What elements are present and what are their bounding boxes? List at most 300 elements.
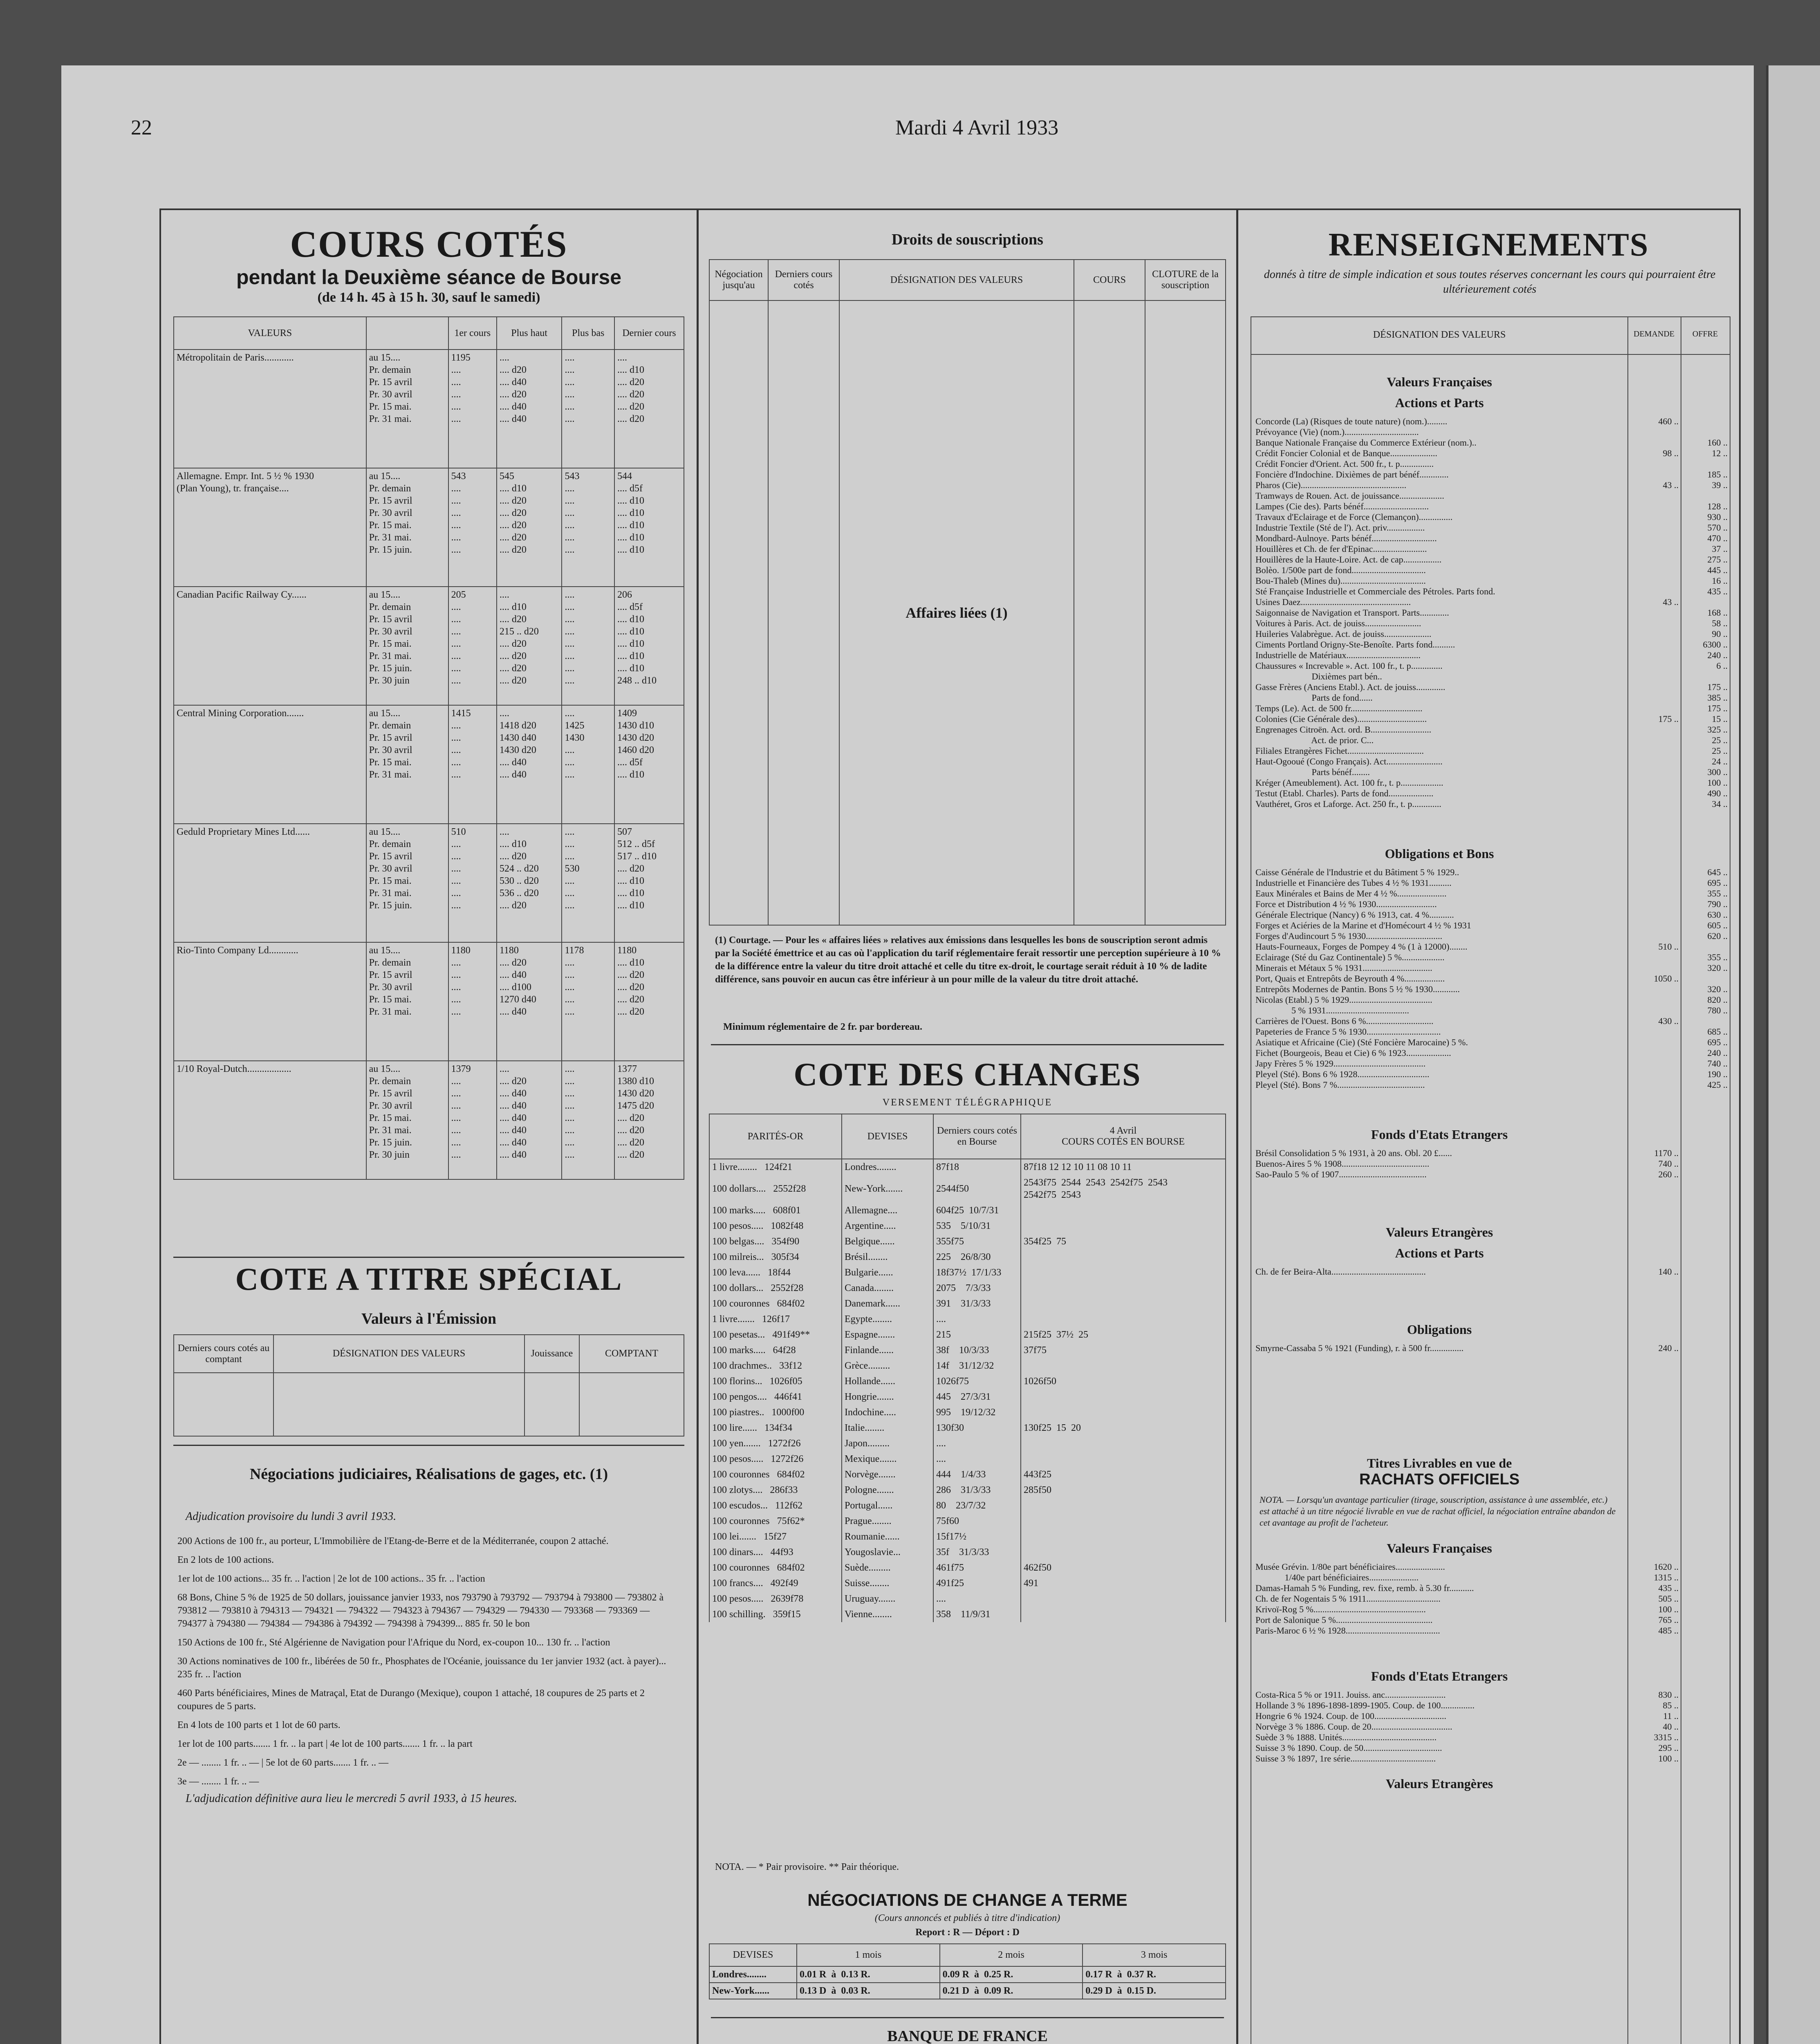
item-name: Banque Nationale Française du Commerce Extérieur (nom.).. — [1255, 437, 1477, 448]
list-item — [1251, 1343, 1730, 1354]
changes-rows — [709, 1159, 1226, 1622]
item-name: Suisse 3 % 1890. Coup. de 50................................... — [1255, 1743, 1442, 1753]
item-name: Entrepôts Modernes de Pantin. Bons 5 ½ % 1930............ — [1255, 984, 1460, 994]
item-name: Hongrie 6 % 1924. Coup. de 100................................ — [1255, 1711, 1446, 1721]
item-demande: 435 .. — [1658, 1583, 1679, 1593]
item-demande: 1620 .. — [1654, 1562, 1679, 1572]
item-name: Forges d'Audincourt 5 % 1930.................................. — [1255, 931, 1442, 941]
item-name: Ch. de fer Beira-Alta.......................................... — [1255, 1266, 1426, 1277]
cell-dc: 35f 31/3/33 — [933, 1544, 1021, 1560]
list-item — [1251, 1615, 1730, 1625]
item-demande: 175 .. — [1658, 714, 1679, 724]
col-designation-valeurs: DÉSIGNATION DES VALEURS — [273, 1335, 524, 1373]
cell-c — [1021, 1513, 1226, 1529]
cell-c1: 510 .... .... .... .... .... .... — [448, 824, 497, 942]
list-item — [1251, 522, 1730, 533]
cell-c1: 1415 .... .... .... .... .... — [448, 705, 497, 824]
item-demande: 140 .. — [1658, 1266, 1679, 1277]
list-item — [1251, 618, 1730, 629]
list-item — [1251, 448, 1730, 459]
table-row — [709, 1311, 1226, 1327]
cell-c: 491 — [1021, 1576, 1226, 1591]
item-name: Parts de fond...... — [1255, 693, 1373, 703]
cell-dc: 87f18 — [933, 1159, 1021, 1175]
negociation-line: 2e — ........ 1 fr. .. — | 5e lot de 60 parts....... 1 fr. .. — — [177, 1757, 389, 1768]
col-derniers-cotes: Derniers cours cotés — [768, 260, 839, 300]
table-row — [174, 942, 684, 1061]
item-name: Ch. de fer Nogentais 5 % 1911................................. — [1255, 1594, 1441, 1604]
cell-c — [1021, 1296, 1226, 1311]
item-offre: 240 .. — [1707, 1048, 1728, 1058]
cell-d: Belgique...... — [842, 1234, 933, 1249]
item-name: Parts bénéf........ — [1255, 767, 1370, 777]
item-name: Voitures à Paris. Act. de jouiss......................... — [1255, 618, 1421, 628]
cours-cotes-hours: (de 14 h. 45 à 15 h. 30, sauf le samedi) — [317, 290, 540, 305]
page-number: 22 — [131, 116, 152, 139]
item-name: Nicolas (Etabl.) 5 % 1929..................................... — [1255, 995, 1432, 1005]
list-item — [1251, 1037, 1730, 1048]
cell-d: Canada........ — [842, 1280, 933, 1296]
item-offre: 37 .. — [1712, 544, 1728, 554]
item-demande: 460 .. — [1658, 416, 1679, 426]
table-row — [709, 1327, 1226, 1342]
list-item — [1251, 661, 1730, 671]
cell-p: 100 pesos..... 2639f78 — [709, 1591, 842, 1607]
list-item — [1251, 1016, 1730, 1026]
item-name: Forges et Aciéries de la Marine et d'Homécourt 4 ½ % 1931 — [1255, 920, 1471, 930]
cell-c1: 1379 .... .... .... .... .... .... .... — [448, 1061, 497, 1179]
col-2-mois: 2 mois — [940, 1944, 1083, 1966]
item-name: Engrenages Citroën. Act. ord. B........................... — [1255, 724, 1432, 735]
col-devises-terme: DEVISES — [709, 1944, 797, 1966]
cell-c — [1021, 1498, 1226, 1513]
item-offre: 685 .. — [1707, 1026, 1728, 1037]
col-derniers-comptant: Derniers cours cotés au comptant — [174, 1335, 273, 1373]
negociation-line: 1er lot de 100 parts....... 1 fr. .. la part | 4e lot de 100 parts....... 1 fr. .. la part — [177, 1739, 473, 1749]
cell-c — [1021, 1311, 1226, 1327]
cell-c3: .... .... .... .... .... .... .... .... — [562, 1061, 614, 1179]
item-demande: 1050 .. — [1654, 973, 1679, 984]
list-item — [1251, 639, 1730, 650]
item-demande: 1170 .. — [1654, 1148, 1679, 1158]
cell-p: 1 livre........ 124f21 — [709, 1159, 842, 1175]
item-name: Buenos-Aires 5 % 1908....................................... — [1255, 1159, 1430, 1169]
cell-d: Brésil........ — [842, 1249, 933, 1265]
page-date: Mardi 4 Avril 1933 — [895, 116, 1059, 139]
cell-p: 100 pesos..... 1082f48 — [709, 1218, 842, 1234]
report-deport: Report : R — Déport : D — [915, 1927, 1020, 1938]
list-item — [1251, 512, 1730, 522]
list-item — [1251, 963, 1730, 973]
item-name: Houillères de la Haute-Loire. Act. de cap................. — [1255, 554, 1442, 565]
item-demande: 485 .. — [1658, 1625, 1679, 1636]
cell-c — [1021, 1591, 1226, 1607]
item-name: Sté Française Industrielle et Commerciale des Pétroles. Parts fond. — [1255, 586, 1495, 596]
cell-p: 100 yen....... 1272f26 — [709, 1436, 842, 1451]
item-demande: 430 .. — [1658, 1016, 1679, 1026]
item-offre: 445 .. — [1707, 565, 1728, 575]
table-row — [709, 1203, 1226, 1218]
col-jouissance: Jouissance — [524, 1335, 579, 1373]
col-1er-cours: 1er cours — [448, 317, 497, 350]
item-name: Caisse Générale de l'Industrie et du Bâtiment 5 % 1929.. — [1255, 867, 1459, 877]
item-demande: 830 .. — [1658, 1690, 1679, 1700]
list-item — [1251, 1026, 1730, 1037]
cell-m3: 0.17 R à 0.37 R. — [1083, 1966, 1226, 1983]
cell-c: 37f75 — [1021, 1342, 1226, 1358]
cell-c1: 1195 .... .... .... .... .... — [448, 350, 497, 468]
item-offre: 325 .. — [1707, 724, 1728, 735]
cell-p: 100 dinars.... 44f93 — [709, 1544, 842, 1560]
list-item — [1251, 533, 1730, 544]
negociations-judiciaires-title: Négociations judiciaires, Réalisations de gages, etc. (1) — [249, 1466, 608, 1483]
item-name: Pleyel (Sté). Bons 6 % 1928................................ — [1255, 1069, 1430, 1079]
rachats-nota: NOTA. — Lorsqu'un avantage particulier (tirage, souscription, assistance à une assemblée, etc.) est attaché à un titre négocié livrable en vue de rachat officiel, la négociation entraîne abandon de cet avantage au profit de l'acheteur. — [1260, 1495, 1616, 1528]
cell-c2: .... .... d10 .... d20 524 .. d20 530 .. d20 536 .. d20 .... d20 — [497, 824, 562, 942]
item-name: Temps (Le). Act. de 500 fr................................ — [1255, 703, 1423, 713]
table-row — [709, 1249, 1226, 1265]
negociation-line: 1er lot de 100 actions... 35 fr. .. l'action | 2e lot de 100 actions.. 35 fr. .. l'action — [177, 1573, 485, 1584]
table-row — [709, 1498, 1226, 1513]
cell-c3: .... .... .... .... .... .... — [562, 350, 614, 468]
item-demande: 100 .. — [1658, 1753, 1679, 1764]
cell-p: 100 dollars.... 2552f28 — [709, 1175, 842, 1203]
table-row — [709, 1482, 1226, 1498]
cell-p: 100 florins... 1026f05 — [709, 1374, 842, 1389]
item-name: Travaux d'Eclairage et de Force (Clemançon)............... — [1255, 512, 1453, 522]
section-heading: Valeurs Françaises — [1387, 1541, 1492, 1555]
list-item — [1251, 724, 1730, 735]
table-row — [709, 1513, 1226, 1529]
cell-terms: au 15.... Pr. demain Pr. 15 avril Pr. 30 avril Pr. 15 mai. Pr. 31 mai. Pr. 15 juin. — [366, 468, 448, 587]
list-item — [1251, 1266, 1730, 1277]
cell-c — [1021, 1451, 1226, 1467]
list-item — [1251, 1058, 1730, 1069]
cell-dc: .... — [933, 1436, 1021, 1451]
cell-dc: 355f75 — [933, 1234, 1021, 1249]
item-offre: 695 .. — [1707, 878, 1728, 888]
cell-m2: 0.21 D à 0.09 R. — [940, 1983, 1083, 1999]
item-name: 5 % 1931..................................... — [1255, 1005, 1409, 1015]
list-item — [1251, 650, 1730, 661]
negociation-line: 460 Parts bénéficiaires, Mines de Matraçal, Etat de Durango (Mexique), coupon 1 attaché, 18 coupures de 25 parts et 2 coupures de 5 parts. — [177, 1688, 645, 1712]
section-heading: Valeurs Etrangères — [1385, 1225, 1493, 1239]
item-demande: 98 .. — [1663, 448, 1679, 458]
section-heading: Valeurs Etrangères — [1385, 1776, 1493, 1791]
list-item — [1251, 1583, 1730, 1594]
negociation-line: 30 Actions nominatives de 100 fr., libérées de 50 fr., Phosphates de l'Océanie, jouissance du 1er janvier 1932 (act. à payer)... 235 fr. .. l'action — [177, 1656, 666, 1680]
cell-d: Indochine..... — [842, 1405, 933, 1420]
renseignements-subtitle: donnés à titre de simple indication et sous toutes réserves concernant les cours qui pourraient être ultérieurement cotés — [1264, 268, 1716, 296]
table-row — [709, 1296, 1226, 1311]
cell-d: Allemagne.... — [842, 1203, 933, 1218]
list-item — [1251, 799, 1730, 809]
list-item — [1251, 1732, 1730, 1743]
cell-p: 100 schilling. 359f15 — [709, 1607, 842, 1622]
cell-dc: .... — [933, 1591, 1021, 1607]
item-name: Eclairage (Sté du Gaz Continentale) 5 %................... — [1255, 952, 1445, 962]
negociation-line: 3e — ........ 1 fr. .. — — [177, 1776, 259, 1787]
cell-name: Rio-Tinto Company Ld............ — [174, 942, 366, 1061]
list-item — [1251, 788, 1730, 799]
cell-dc: 38f 10/3/33 — [933, 1342, 1021, 1358]
table-row — [709, 1389, 1226, 1405]
cell-c — [1021, 1529, 1226, 1544]
cell-p: 100 pesetas... 491f49** — [709, 1327, 842, 1342]
cell-c: 1026f50 — [1021, 1374, 1226, 1389]
change-terme-subtitle: (Cours annoncés et publiés à titre d'indication) — [874, 1913, 1060, 1923]
item-offre: 425 .. — [1707, 1080, 1728, 1090]
item-name: Vauthéret, Gros et Laforge. Act. 250 fr., t. p............. — [1255, 799, 1441, 809]
cours-cotes-subtitle: pendant la Deuxième séance de Bourse — [236, 266, 622, 289]
list-item — [1251, 1048, 1730, 1058]
item-demande: 43 .. — [1663, 597, 1679, 607]
list-item — [1251, 756, 1730, 767]
item-name: Bolèo. 1/500e part de fond................................. — [1255, 565, 1426, 575]
item-name: Damas-Hamah 5 % Funding, rev. fixe, remb. à 5.30 fr........... — [1255, 1583, 1474, 1593]
item-offre: 240 .. — [1707, 650, 1728, 660]
section-heading: Obligations — [1407, 1322, 1472, 1337]
table-row — [709, 1560, 1226, 1576]
item-name: Industrielle et Financière des Tubes 4 ½ % 1931.......... — [1255, 878, 1452, 888]
item-demande: 43 .. — [1663, 480, 1679, 490]
negociation-line: En 2 lots de 100 actions. — [177, 1555, 274, 1565]
col-comptant: COMPTANT — [579, 1335, 684, 1373]
item-offre: 355 .. — [1707, 888, 1728, 899]
cell-dc: 491f25 — [933, 1576, 1021, 1591]
cell-c2: 545 .... d10 .... d20 .... d20 .... d20 .... d20 .... d20 — [497, 468, 562, 587]
table-row — [709, 1159, 1226, 1175]
cell-c: 87f18 12 12 10 11 08 10 11 — [1021, 1159, 1226, 1175]
item-name: Port de Salonique 5 %........................................... — [1255, 1615, 1433, 1625]
minimum-reglementaire: Minimum réglementaire de 2 fr. par bordereau. — [723, 1022, 923, 1032]
cell-dc: 286 31/3/33 — [933, 1482, 1021, 1498]
item-name: Ciments Portland Origny-Ste-Benoîte. Parts fond.......... — [1255, 639, 1455, 650]
droits-souscriptions-table — [709, 259, 1226, 926]
cell-dc: 80 23/7/32 — [933, 1498, 1021, 1513]
item-name: Hauts-Fourneaux, Forges de Pompey 4 % (1 à 12000)........ — [1255, 941, 1468, 952]
item-demande: 3315 .. — [1654, 1732, 1679, 1742]
table-row — [174, 468, 684, 587]
cell-c2: 1180 .... d20 .... d40 .... d100 1270 d40 .... d40 — [497, 942, 562, 1061]
col-negociation: Négociation jusqu'au — [709, 260, 768, 300]
item-name: Haut-Ogooué (Congo Français). Act......................... — [1255, 756, 1443, 766]
item-demande: 765 .. — [1658, 1615, 1679, 1625]
list-item — [1251, 973, 1730, 984]
item-offre: 16 .. — [1712, 576, 1728, 586]
droits-souscriptions-title: Droits de souscriptions — [892, 231, 1043, 248]
list-item — [1251, 1594, 1730, 1604]
list-item — [1251, 586, 1730, 597]
item-name: Industrie Textile (Sté de l'). Act. priv................. — [1255, 522, 1425, 533]
list-item — [1251, 1005, 1730, 1016]
cell-terms: au 15.... Pr. demain Pr. 15 avril Pr. 30 avril Pr. 15 mai. Pr. 31 mai. — [366, 705, 448, 824]
list-item — [1251, 703, 1730, 714]
adjudication-definitive: L'adjudication définitive aura lieu le mercredi 5 avril 1933, à 15 heures. — [186, 1792, 517, 1805]
item-name: Kréger (Ameublement). Act. 100 fr., t. p................... — [1255, 778, 1443, 788]
item-offre: 12 .. — [1712, 448, 1728, 458]
cell-c3: 543 .... .... .... .... .... .... — [562, 468, 614, 587]
cell-p: 100 zlotys.... 286f33 — [709, 1482, 842, 1498]
list-item — [1251, 1753, 1730, 1764]
cell-dc: .... — [933, 1451, 1021, 1467]
cell-m1: 0.13 D à 0.03 R. — [797, 1983, 940, 1999]
item-name: Paris-Maroc 6 ½ % 1928.......................................... — [1255, 1625, 1440, 1636]
cell-p: 100 marks..... 64f28 — [709, 1342, 842, 1358]
cell-name: Métropolitain de Paris............ — [174, 350, 366, 468]
item-offre: 6 .. — [1716, 661, 1728, 671]
cell-name: Central Mining Corporation....... — [174, 705, 366, 824]
item-name: Carrières de l'Ouest. Bons 6 %.............................. — [1255, 1016, 1434, 1026]
item-name: Musée Grévin. 1/80e part bénéficiaires...................... — [1255, 1562, 1445, 1572]
cell-dc: 2075 7/3/33 — [933, 1280, 1021, 1296]
cell-p: 100 milreis... 305f34 — [709, 1249, 842, 1265]
item-offre: 6300 .. — [1703, 639, 1728, 650]
cell-c — [1021, 1249, 1226, 1265]
cell-d: New-York....... — [842, 1175, 933, 1203]
cell-c — [1021, 1436, 1226, 1451]
item-offre: 34 .. — [1712, 799, 1728, 809]
list-item — [1251, 576, 1730, 586]
cell-d: Norvège....... — [842, 1467, 933, 1482]
cell-p: 100 couronnes 684f02 — [709, 1467, 842, 1482]
column-right — [1238, 210, 1739, 2044]
table-row — [709, 1436, 1226, 1451]
section-heading: Fonds d'Etats Etrangers — [1371, 1127, 1508, 1142]
col-devises: DEVISES — [842, 1114, 933, 1159]
negociation-line: En 4 lots de 100 parts et 1 lot de 60 parts. — [177, 1720, 341, 1730]
cell-p: 100 pesos..... 1272f26 — [709, 1451, 842, 1467]
item-demande: 505 .. — [1658, 1594, 1679, 1604]
item-name: Fichet (Bourgeois, Beau et Cie) 6 % 1923.................... — [1255, 1048, 1451, 1058]
negociation-line: 200 Actions de 100 fr., au porteur, L'Immobilière de l'Etang-de-Berre et de la Méditerranée, coupon 2 attaché. — [177, 1536, 609, 1546]
cell-c: 462f50 — [1021, 1560, 1226, 1576]
cell-d: Suède......... — [842, 1560, 933, 1576]
list-item — [1251, 878, 1730, 888]
cell-d: Finlande...... — [842, 1342, 933, 1358]
cell-dc: 15f17½ — [933, 1529, 1021, 1544]
item-demande: 295 .. — [1658, 1743, 1679, 1753]
item-name: Saigonnaise de Navigation et Transport. Parts............. — [1255, 607, 1449, 618]
list-item — [1251, 1690, 1730, 1700]
list-item — [1251, 920, 1730, 931]
cell-p: 100 lei....... 15f27 — [709, 1529, 842, 1544]
table-row — [709, 1607, 1226, 1622]
item-offre: 15 .. — [1712, 714, 1728, 724]
list-item — [1251, 1743, 1730, 1753]
cell-d: Pologne....... — [842, 1482, 933, 1498]
cell-c — [1021, 1389, 1226, 1405]
item-name: Norvège 3 % 1886. Coup. de 20.................................... — [1255, 1721, 1452, 1732]
cell-terms: au 15.... Pr. demain Pr. 15 avril Pr. 30 avril Pr. 15 mai. Pr. 31 mai. — [366, 350, 448, 468]
cell-dc: 14f 31/12/32 — [933, 1358, 1021, 1374]
banque-france-title: BANQUE DE FRANCE — [887, 2028, 1048, 2044]
table-row — [174, 587, 684, 705]
item-name: Tramways de Rouen. Act. de jouissance.................... — [1255, 491, 1444, 501]
table-row — [709, 1966, 1226, 1983]
table-row — [709, 1467, 1226, 1482]
item-offre: 190 .. — [1707, 1069, 1728, 1079]
section-heading: RACHATS OFFICIELS — [1359, 1471, 1520, 1488]
list-item — [1251, 1572, 1730, 1583]
table-row — [709, 1529, 1226, 1544]
item-offre: 58 .. — [1712, 618, 1728, 628]
list-item — [1251, 1069, 1730, 1080]
item-name: Bou-Thaleb (Mines du)...................................... — [1255, 576, 1426, 586]
item-name: Crédit Foncier Colonial et de Banque..................... — [1255, 448, 1437, 458]
list-item — [1251, 984, 1730, 995]
col-demande: DEMANDE — [1634, 329, 1674, 338]
item-offre: 620 .. — [1707, 931, 1728, 941]
item-offre: 320 .. — [1707, 963, 1728, 973]
list-item — [1251, 888, 1730, 899]
item-name: Krivoï-Rog 5 %.................................................. — [1255, 1604, 1426, 1614]
item-name: Papeteries de France 5 % 1930................................. — [1255, 1026, 1441, 1037]
cell-c3: .... 1425 1430 .... .... .... — [562, 705, 614, 824]
list-item — [1251, 565, 1730, 576]
item-name: Force et Distribution 4 ½ % 1930........................... — [1255, 899, 1437, 909]
item-name: Brésil Consolidation 5 % 1931, à 20 ans. Obl. 20 £...... — [1255, 1148, 1452, 1158]
cell-terms: au 15.... Pr. demain Pr. 15 avril Pr. 30 avril Pr. 15 mai. Pr. 31 mai. Pr. 15 juin. Pr. 30 juin — [366, 1061, 448, 1179]
cell-dc: 215 — [933, 1327, 1021, 1342]
item-offre: 25 .. — [1712, 735, 1728, 745]
cell-p: 100 pengos.... 446f41 — [709, 1389, 842, 1405]
cell-c: 354f25 75 — [1021, 1234, 1226, 1249]
item-offre: 740 .. — [1707, 1058, 1728, 1069]
item-offre: 820 .. — [1707, 995, 1728, 1005]
section-heading: Valeurs Françaises — [1387, 374, 1492, 389]
item-offre: 128 .. — [1707, 501, 1728, 511]
item-offre: 780 .. — [1707, 1005, 1728, 1015]
item-offre: 160 .. — [1707, 437, 1728, 448]
col-designation-r: DÉSIGNATION DES VALEURS — [1373, 329, 1506, 340]
list-item — [1251, 671, 1730, 682]
cell-dc: 1026f75 — [933, 1374, 1021, 1389]
item-offre: 490 .. — [1707, 788, 1728, 798]
item-name: Act. de prior. C... — [1255, 735, 1374, 745]
cell-terms: au 15.... Pr. demain Pr. 15 avril Pr. 30 avril Pr. 15 mai. Pr. 31 mai. Pr. 15 juin. Pr. 30 juin — [366, 587, 448, 705]
item-offre: 175 .. — [1707, 682, 1728, 692]
cell-c: 215f25 37½ 25 — [1021, 1327, 1226, 1342]
cell-dc: 130f30 — [933, 1420, 1021, 1436]
cell-d: Hongrie....... — [842, 1389, 933, 1405]
list-item — [1251, 480, 1730, 491]
list-item — [1251, 682, 1730, 693]
item-offre: 695 .. — [1707, 1037, 1728, 1047]
list-item — [1251, 952, 1730, 963]
item-name: Mondbard-Aulnoye. Parts bénéf............................. — [1255, 533, 1437, 543]
cell-d: Italie........ — [842, 1420, 933, 1436]
cell-d: Mexique....... — [842, 1451, 933, 1467]
cell-c2: .... .... d20 .... d40 .... d20 .... d40 .... d40 — [497, 350, 562, 468]
cell-dc: 995 19/12/32 — [933, 1405, 1021, 1420]
item-name: Suède 3 % 1888. Unités.......................................... — [1255, 1732, 1437, 1742]
table-row — [709, 1280, 1226, 1296]
cell-c1: 1180 .... .... .... .... .... — [448, 942, 497, 1061]
cell-p: 100 francs.... 492f49 — [709, 1576, 842, 1591]
list-item — [1251, 1721, 1730, 1732]
list-item — [1251, 544, 1730, 554]
cell-c1: 543 .... .... .... .... .... .... — [448, 468, 497, 587]
item-offre: 435 .. — [1707, 586, 1728, 596]
table-row — [174, 350, 684, 468]
changes-table — [709, 1114, 1226, 1622]
cell-p: 100 piastres.. 1000f00 — [709, 1405, 842, 1420]
table-row — [709, 1576, 1226, 1591]
list-item — [1251, 910, 1730, 920]
item-offre: 645 .. — [1707, 867, 1728, 877]
next-page-edge — [1766, 65, 1820, 2044]
